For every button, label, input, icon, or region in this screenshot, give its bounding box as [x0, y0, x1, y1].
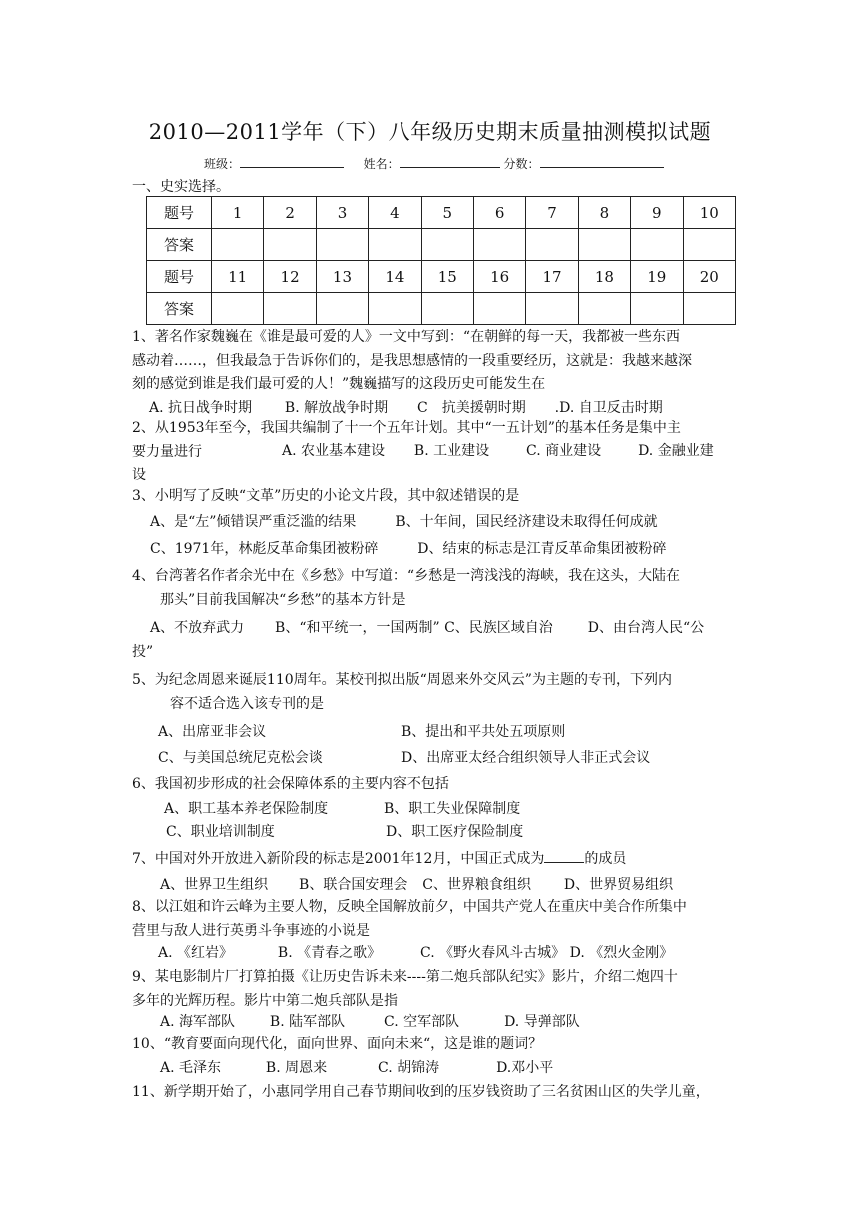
- number-cell: 3: [316, 197, 368, 229]
- option-c[interactable]: C. 空军部队: [384, 1014, 460, 1030]
- answer-cell[interactable]: [316, 229, 368, 261]
- option-b[interactable]: B. 陆军部队: [269, 1014, 346, 1030]
- answer-cell[interactable]: [683, 229, 735, 261]
- option-b[interactable]: B. 工业建设: [413, 443, 490, 459]
- answer-cell[interactable]: [212, 293, 264, 325]
- answer-cell[interactable]: [631, 293, 683, 325]
- question-7-options: [160, 874, 673, 898]
- option-d[interactable]: D、结束的标志是江青反革命集团被粉碎: [417, 541, 667, 557]
- answer-cell[interactable]: [578, 293, 630, 325]
- question-5-options-row2: [158, 747, 323, 771]
- number-cell: 11: [212, 261, 264, 293]
- answer-cell[interactable]: [421, 229, 473, 261]
- option-c[interactable]: C. 《野火春风斗古城》: [420, 945, 566, 961]
- option-b[interactable]: B、联合国安理会: [299, 877, 408, 893]
- name-label: 姓名：: [363, 157, 400, 171]
- question-line: 6、我国初步形成的社会保障体系的主要内容不包括: [132, 776, 449, 792]
- option-a[interactable]: A. 海军部队: [160, 1014, 236, 1030]
- option-a[interactable]: A、世界卫生组织: [160, 877, 269, 893]
- question-line: 那头”目前我国解决“乡愁”的基本方针是: [160, 591, 406, 608]
- question-9-options: [160, 1011, 580, 1035]
- answer-row-label: 答案: [147, 293, 212, 325]
- answer-cell[interactable]: [264, 293, 316, 325]
- answer-cell[interactable]: [212, 229, 264, 261]
- question-4: [132, 565, 732, 612]
- question-3-options-row2: [150, 538, 666, 562]
- question-line: 刻的感觉到谁是我们最可爱的人！”魏巍描写的这段历史可能发生在: [132, 376, 546, 392]
- number-cell: 8: [578, 197, 630, 229]
- number-cell: 13: [316, 261, 368, 293]
- question-5-options-row1b: [401, 721, 565, 745]
- question-5-options-row1: [158, 721, 266, 745]
- score-label: 分数：: [503, 157, 540, 171]
- question-line: 营里与敌人进行英勇斗争事迹的小说是: [132, 922, 370, 939]
- question-line: 多年的光辉历程。影片中第二炮兵部队是指: [132, 992, 398, 1009]
- question-line: 感动着……，但我最急于告诉你们的，是我思想感情的一段重要经历，这就是：我越来越深: [132, 352, 692, 369]
- question-2-options: [282, 440, 714, 464]
- answer-cell[interactable]: [683, 293, 735, 325]
- option-b[interactable]: B. 《青春之歌》: [277, 945, 382, 961]
- option-a[interactable]: A、出席亚非会议: [158, 724, 267, 740]
- question-line: 10、“教育要面向现代化，面向世界、面向未来“，这是谁的题词？: [132, 1036, 543, 1052]
- question-line: 3、小明写了反映“文革”历史的小论文片段，其中叙述错误的是: [132, 488, 520, 504]
- question-1: [132, 326, 732, 397]
- answer-row-label: 答案: [147, 229, 212, 261]
- option-d[interactable]: .D. 自卫反击时期: [554, 400, 663, 416]
- student-info-fields: [204, 155, 664, 172]
- question-6-options-row2b: [386, 821, 523, 845]
- number-cell: 9: [631, 197, 683, 229]
- answer-grid: [146, 196, 736, 325]
- answer-cell[interactable]: [369, 229, 421, 261]
- name-field[interactable]: [400, 155, 500, 168]
- number-cell: 2: [264, 197, 316, 229]
- option-d[interactable]: D、职工医疗保险制度: [386, 824, 524, 840]
- option-b[interactable]: B、职工失业保障制度: [384, 801, 521, 817]
- answer-cell[interactable]: [473, 229, 525, 261]
- option-d[interactable]: D. 导弹部队: [504, 1014, 580, 1030]
- question-6-options-row2: [166, 821, 275, 845]
- option-a[interactable]: A. 农业基本建设: [282, 443, 386, 459]
- question-7: [132, 848, 732, 872]
- question-3: [132, 485, 732, 509]
- question-line: 7、中国对外开放进入新阶段的标志是2001年12月，中国正式成为: [132, 851, 545, 867]
- number-cell: 19: [631, 261, 683, 293]
- question-line: 的成员: [584, 851, 627, 867]
- number-cell: 20: [683, 261, 735, 293]
- question-11: [132, 1081, 732, 1105]
- number-cell: 7: [526, 197, 578, 229]
- option-b[interactable]: B、提出和平共处五项原则: [401, 724, 566, 740]
- option-a[interactable]: A、是“左”倾错误严重泛滥的结果: [150, 514, 357, 530]
- answer-cell[interactable]: [631, 229, 683, 261]
- question-10-options: [160, 1057, 553, 1081]
- number-row: [147, 197, 736, 229]
- exam-title: 2010—2011学年（下）八年级历史期末质量抽测模拟试题: [148, 120, 712, 144]
- answer-cell[interactable]: [526, 293, 578, 325]
- option-d[interactable]: D.邓小平: [496, 1060, 554, 1076]
- answer-row: [147, 293, 736, 325]
- question-line: 5、为纪念周恩来诞辰110周年。某校刊拟出版“周恩来外交风云”为主题的专刊，下列内: [132, 672, 672, 688]
- question-line: 9、某电影制片厂打算拍摄《让历史告诉未来----第二炮兵部队纪实》影片，介绍二炮四十: [132, 969, 678, 985]
- question-6-options-row1: [164, 798, 328, 822]
- answer-cell[interactable]: [473, 293, 525, 325]
- score-field[interactable]: [540, 155, 664, 168]
- option-c[interactable]: C、世界粮食组织: [422, 877, 531, 893]
- question-line: 1、著名作家魏巍在《谁是最可爱的人》一文中写到：“在朝鲜的每一天，我都被一些东西: [132, 329, 681, 345]
- option-d[interactable]: D. 《烈火金刚》: [569, 945, 674, 961]
- option-a[interactable]: A. 毛泽东: [160, 1060, 222, 1076]
- question-6-options-row1b: [384, 798, 520, 822]
- number-cell: 18: [578, 261, 630, 293]
- number-cell: 15: [421, 261, 473, 293]
- question-4-continuation: 投”: [132, 644, 154, 660]
- question-5: [132, 669, 732, 716]
- number-cell: 1: [212, 197, 264, 229]
- class-label: 班级：: [204, 157, 241, 171]
- option-c[interactable]: C、职业培训制度: [166, 824, 275, 840]
- answer-row: [147, 229, 736, 261]
- question-line: 4、台湾著名作者余光中在《乡愁》中写道：“乡愁是一湾浅浅的海峡，我在这头，大陆在: [132, 568, 681, 584]
- option-d[interactable]: D、由台湾人民“公: [587, 620, 705, 636]
- option-b[interactable]: B. 周恩来: [265, 1060, 328, 1076]
- question-6: [132, 773, 732, 797]
- answer-cell[interactable]: [578, 229, 630, 261]
- option-c[interactable]: C. 商业建设: [526, 443, 602, 459]
- number-row-label: 题号: [147, 261, 212, 293]
- option-b[interactable]: B、十年间，国民经济建设未取得任何成就: [395, 514, 658, 530]
- answer-cell[interactable]: [316, 293, 368, 325]
- number-cell: 10: [683, 197, 735, 229]
- question-4-options: [150, 617, 704, 641]
- answer-cell[interactable]: [421, 293, 473, 325]
- question-9: [132, 966, 732, 1013]
- option-d[interactable]: D、世界贸易组织: [563, 877, 674, 893]
- option-d[interactable]: D、出席亚太经合组织领导人非正式会议: [401, 750, 651, 766]
- question-3-options-row1: [150, 511, 658, 535]
- option-c[interactable]: C. 胡锦涛: [378, 1060, 440, 1076]
- question-8-options: [158, 942, 673, 966]
- number-cell: 14: [369, 261, 421, 293]
- option-a[interactable]: A、职工基本养老保险制度: [164, 801, 329, 817]
- option-c[interactable]: C、与美国总统尼克松会谈: [158, 750, 323, 766]
- option-c[interactable]: C、1971年，林彪反革命集团被粉碎: [150, 541, 379, 557]
- answer-cell[interactable]: [526, 229, 578, 261]
- option-c[interactable]: C 抗美援朝时期: [417, 400, 526, 416]
- answer-blank[interactable]: [544, 848, 584, 863]
- option-d[interactable]: D. 金融业建: [638, 443, 714, 459]
- question-line: 11、新学期开始了，小惠同学用自己春节期间收到的压岁钱资助了三名贫困山区的失学儿童，: [132, 1084, 710, 1100]
- option-b[interactable]: B. 解放战争时期: [284, 400, 389, 416]
- option-a[interactable]: A. 抗日战争时期: [149, 400, 253, 416]
- question-line: 设: [132, 467, 146, 483]
- option-a[interactable]: A、不放弃武力: [150, 620, 245, 636]
- number-cell: 16: [473, 261, 525, 293]
- question-5-options-row2b: [401, 747, 650, 771]
- question-line: 2、从1953年至今，我国共编制了十一个五年计划。其中“一五计划”的基本任务是集中主: [132, 420, 681, 436]
- option-b[interactable]: B、“和平统一，一国两制”: [275, 620, 440, 636]
- number-cell: 4: [369, 197, 421, 229]
- question-10: [132, 1033, 732, 1057]
- question-line: 容不适合选入该专刊的是: [170, 695, 324, 712]
- number-cell: 17: [526, 261, 578, 293]
- number-cell: 12: [264, 261, 316, 293]
- question-line: 8、以江姐和许云峰为主要人物，反映全国解放前夕，中国共产党人在重庆中美合作所集中: [132, 899, 687, 915]
- number-cell: 6: [473, 197, 525, 229]
- class-field[interactable]: [240, 155, 344, 168]
- number-row-label: 题号: [147, 197, 212, 229]
- number-cell: 5: [421, 197, 473, 229]
- question-line: 要力量进行: [132, 443, 202, 460]
- section-heading: 一、史实选择。: [132, 179, 230, 195]
- answer-cell[interactable]: [369, 293, 421, 325]
- number-row: [147, 261, 736, 293]
- question-8: [132, 896, 732, 943]
- answer-cell[interactable]: [264, 229, 316, 261]
- option-a[interactable]: A. 《红岩》: [158, 945, 234, 961]
- option-c[interactable]: C、民族区域自治: [444, 620, 553, 636]
